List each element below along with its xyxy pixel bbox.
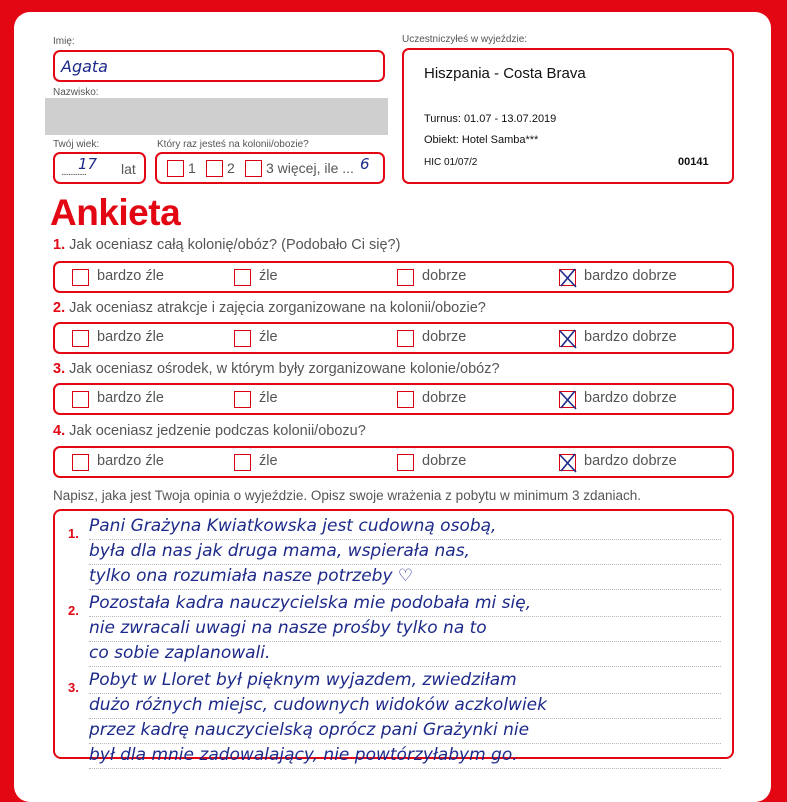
trip-code: HIC 01/07/2 [424, 157, 478, 168]
opinion-text-line: była dla nas jak druga mama, wspierała nas, [89, 541, 470, 561]
ruled-line [89, 539, 721, 540]
wiek-field[interactable] [53, 152, 146, 184]
answer-checkbox-2[interactable] [234, 330, 251, 347]
ruled-line [89, 693, 721, 694]
ruled-line [89, 743, 721, 744]
answer-checkbox-2[interactable] [234, 454, 251, 471]
ktory-opt1: 1 [188, 160, 196, 176]
imie-field[interactable] [53, 50, 385, 82]
ktory-checkbox-3[interactable] [245, 160, 262, 177]
answer-checkbox-1[interactable] [72, 269, 89, 286]
answer-checkbox-4[interactable] [559, 330, 576, 347]
ruled-line [89, 641, 721, 642]
ktory-label: Który raz jesteś na kolonii/obozie? [157, 139, 309, 150]
imie-value: Agata [61, 57, 108, 76]
answer-label: bardzo źle [97, 329, 164, 345]
answer-checkbox-4[interactable] [559, 269, 576, 286]
opinion-text-line: dużo różnych miejsc, cudownych widoków aczkolwiek [89, 695, 547, 715]
opinion-text-line: przez kadrę nauczycielską oprócz pani Grażynki nie [89, 720, 530, 740]
trip-label: Uczestniczyłeś w wyjeździe: [402, 34, 528, 45]
question-number: 2. [53, 300, 66, 316]
trip-obiekt: Obiekt: Hotel Samba*** [424, 134, 539, 146]
ruled-line [89, 564, 721, 565]
check-mark-icon [557, 452, 579, 474]
answer-checkbox-3[interactable] [397, 330, 414, 347]
answer-label: dobrze [422, 453, 467, 469]
ruled-line [89, 666, 721, 667]
answer-checkbox-1[interactable] [72, 454, 89, 471]
answer-label: bardzo źle [97, 390, 164, 406]
opinion-num-2: 2. [68, 603, 79, 618]
answer-checkbox-2[interactable] [234, 391, 251, 408]
answer-label: źle [259, 453, 278, 469]
answer-checkbox-3[interactable] [397, 391, 414, 408]
answer-label: bardzo dobrze [584, 329, 677, 345]
question-label: Jak oceniasz ośrodek, w którym były zorganizowane kolonie/obóz? [69, 361, 500, 377]
answer-label: dobrze [422, 390, 467, 406]
opinion-text-line: tylko ona rozumiała nasze potrzeby ♡ [89, 566, 414, 586]
trip-box [402, 48, 734, 184]
trip-number: 00141 [678, 156, 709, 168]
answer-checkbox-1[interactable] [72, 391, 89, 408]
ktory-opt2: 2 [227, 160, 235, 176]
ktory-checkbox-2[interactable] [206, 160, 223, 177]
ruled-line [89, 589, 721, 590]
opinion-text-line: Pani Grażyna Kwiatkowska jest cudowną osobą, [89, 516, 497, 536]
answer-checkbox-4[interactable] [559, 454, 576, 471]
check-mark-icon [557, 328, 579, 350]
answer-label: bardzo dobrze [584, 268, 677, 284]
trip-name: Hiszpania - Costa Brava [424, 65, 586, 82]
wiek-unit: lat [121, 161, 136, 177]
answer-label: źle [259, 268, 278, 284]
check-mark-icon [557, 389, 579, 411]
opinion-text-line: Pozostała kadra nauczycielska mie podobała mi się, [89, 593, 532, 613]
ktory-field [155, 152, 385, 184]
answer-label: dobrze [422, 329, 467, 345]
wiek-value: 17 [78, 155, 98, 173]
answer-label: dobrze [422, 268, 467, 284]
answer-checkbox-4[interactable] [559, 391, 576, 408]
ktory-checkbox-1[interactable] [167, 160, 184, 177]
answer-label: bardzo źle [97, 453, 164, 469]
answer-checkbox-3[interactable] [397, 269, 414, 286]
question-number: 1. [53, 237, 66, 253]
ruled-line [89, 616, 721, 617]
answer-label: bardzo dobrze [584, 390, 677, 406]
answer-label: bardzo źle [97, 268, 164, 284]
imie-label: Imię: [53, 36, 75, 47]
question-label: Jak oceniasz całą kolonię/obóz? (Podobało Ci się?) [69, 237, 401, 253]
question-number: 3. [53, 361, 66, 377]
question-4-text [53, 423, 366, 439]
ruled-line [89, 718, 721, 719]
wiek-label: Twój wiek: [53, 139, 100, 150]
answer-checkbox-1[interactable] [72, 330, 89, 347]
opinion-text-line: Pobyt w Lloret był pięknym wyjazdem, zwiedziłam [89, 670, 517, 690]
question-label: Jak oceniasz atrakcje i zajęcia zorganizowane na kolonii/obozie? [69, 300, 486, 316]
question-3-text [53, 361, 500, 377]
opinion-text-line: co sobie zaplanowali. [89, 643, 271, 663]
check-mark-icon [557, 267, 579, 289]
ktory-opt3: 3 więcej, ile ... [266, 160, 354, 176]
answer-label: źle [259, 390, 278, 406]
ile-value: 6 [360, 155, 370, 173]
question-1-text [53, 237, 400, 253]
answer-label: źle [259, 329, 278, 345]
question-label: Jak oceniasz jedzenie podczas kolonii/obozu? [69, 423, 366, 439]
opinion-text-line: nie zwracali uwagi na nasze prośby tylko na to [89, 618, 487, 638]
opinion-num-1: 1. [68, 526, 79, 541]
answer-label: bardzo dobrze [584, 453, 677, 469]
answer-checkbox-2[interactable] [234, 269, 251, 286]
answer-checkbox-3[interactable] [397, 454, 414, 471]
opinion-prompt: Napisz, jaka jest Twoja opinia o wyjeździe. Opisz swoje wrażenia z pobytu w minimum 3 zdaniach. [53, 488, 642, 503]
opinion-num-3: 3. [68, 680, 79, 695]
nazwisko-label: Nazwisko: [53, 87, 99, 98]
wiek-dots: .............. [61, 167, 86, 178]
ruled-line [89, 768, 721, 769]
trip-turnus: Turnus: 01.07 - 13.07.2019 [424, 113, 557, 125]
opinion-text-line: był dla mnie zadowalający, nie powtórzyłabym go. [89, 745, 518, 765]
question-2-text [53, 300, 486, 316]
nazwisko-redaction [45, 98, 388, 135]
question-number: 4. [53, 423, 66, 439]
survey-title: Ankieta [50, 192, 181, 233]
